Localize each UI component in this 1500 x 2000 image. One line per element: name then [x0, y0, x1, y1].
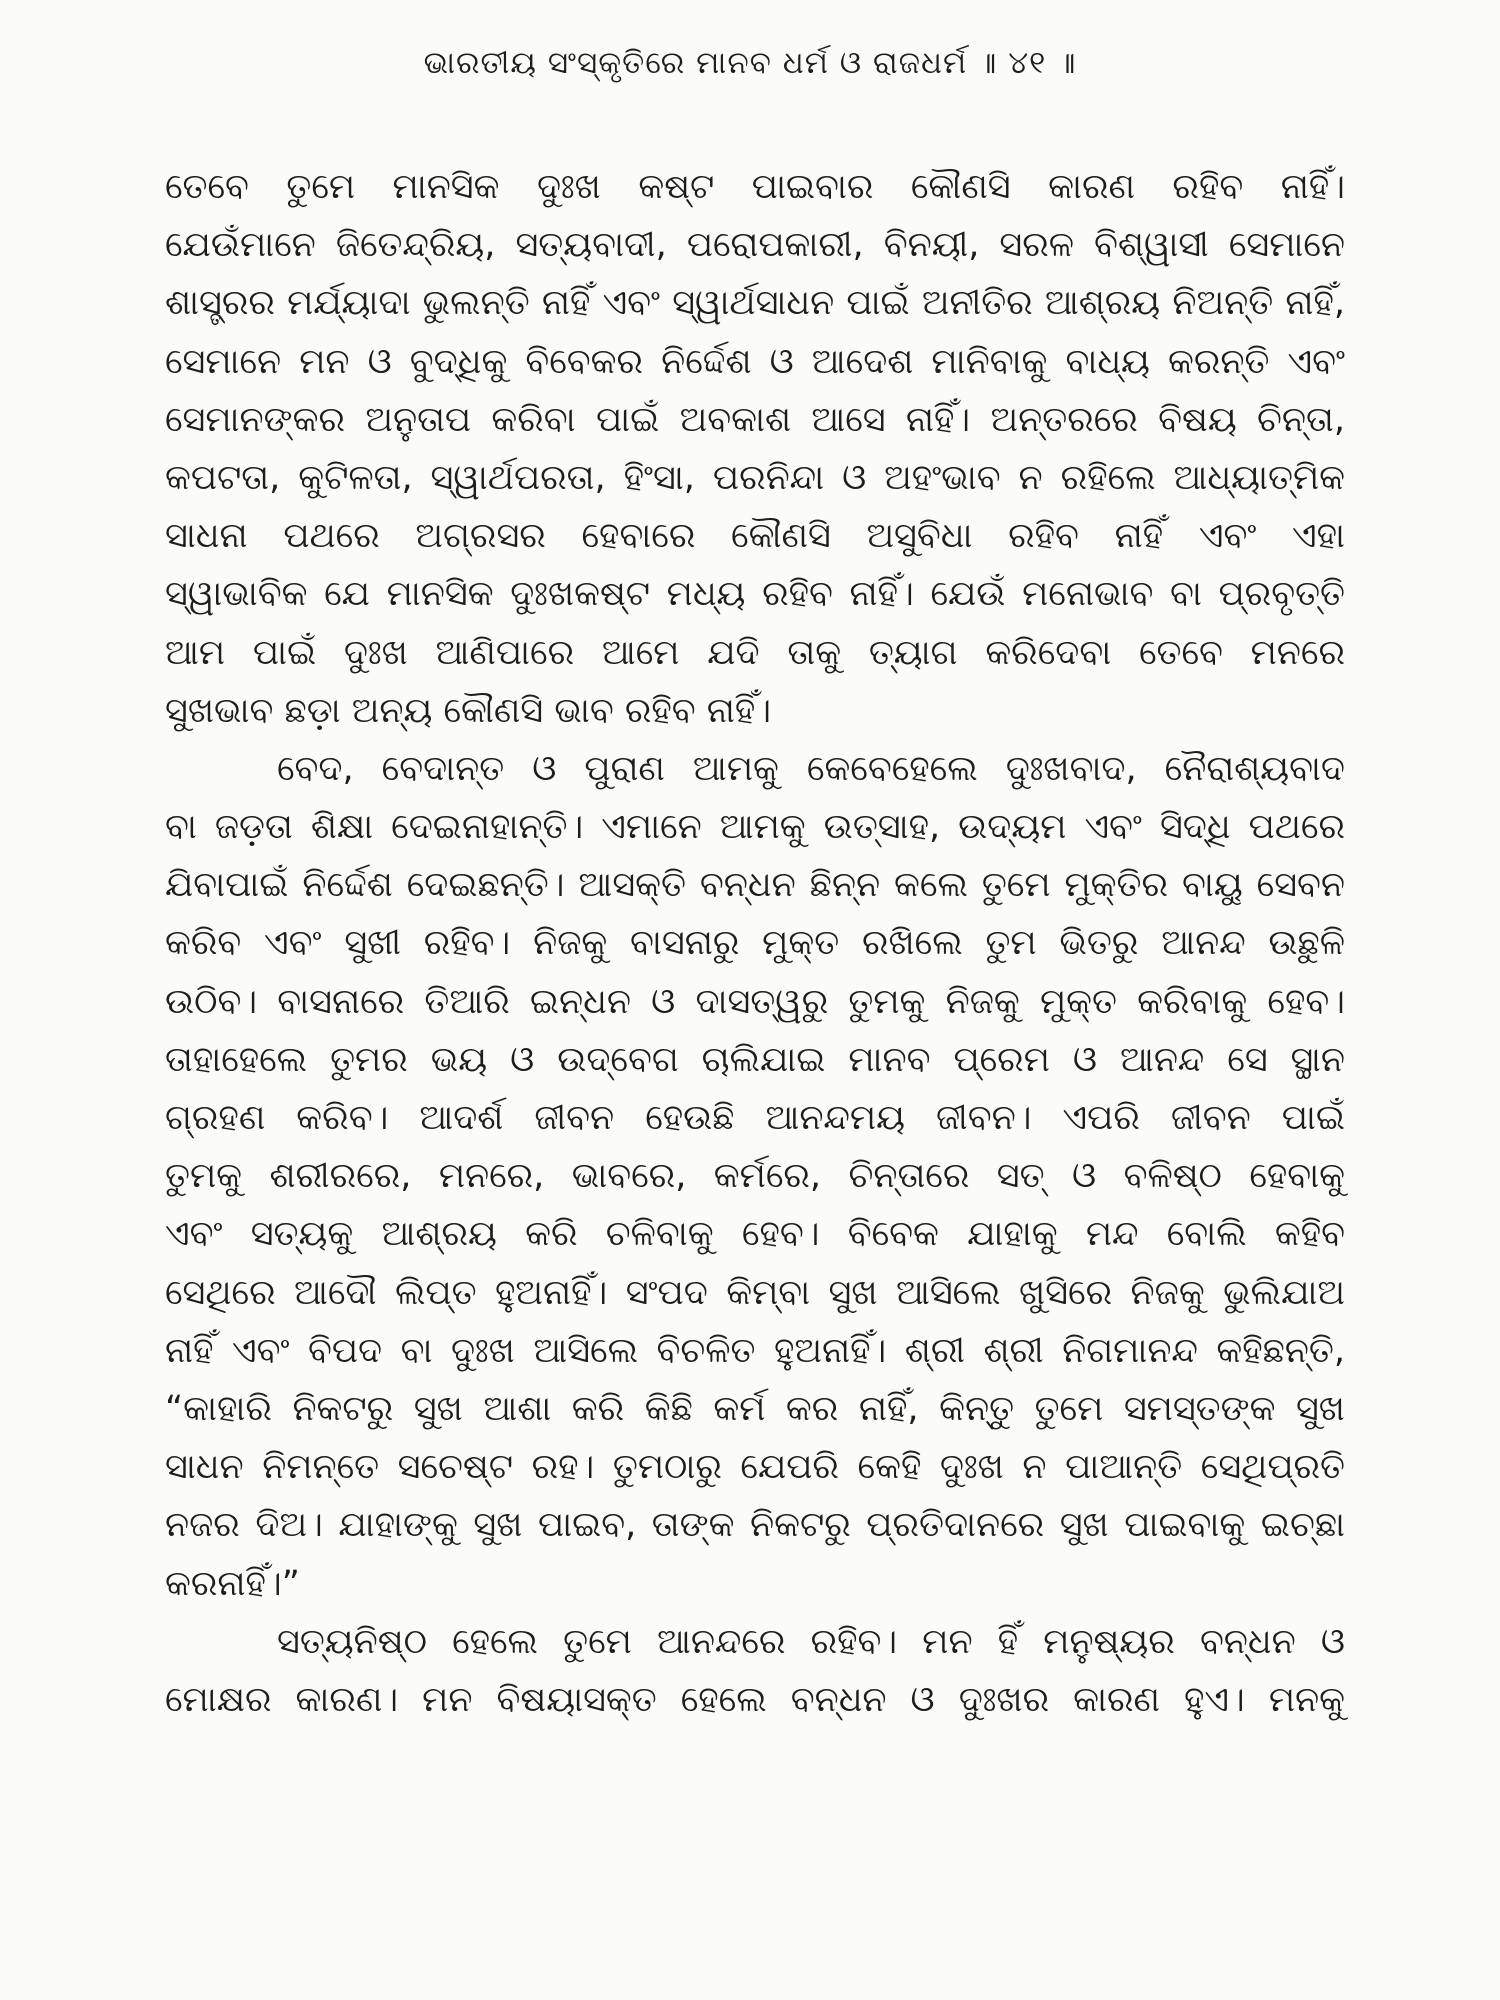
text-line: ବା ଜଡ଼ତା ଶିକ୍ଷା ଦେଇନାହାନ୍ତି। ଏମାନେ ଆମକୁ ଉତ୍ସାହ, ଉଦ୍ୟମ ଏବଂ ସିଦ୍ଧି ପଥରେ: [165, 807, 1345, 848]
text-line: ସୁଖଭାବ ଛଡ଼ା ଅନ୍ୟ କୌଣସି ଭାବ ରହିବ ନାହିଁ।: [165, 690, 772, 731]
text-line: ଯିବାପାଇଁ ନିର୍ଦ୍ଦେଶ ଦେଇଛନ୍ତି। ଆସକ୍ତି ବନ୍ଧନ ଛିନ୍ନ କଲେ ତୁମେ ମୁକ୍ତିର ବାୟୁ ସେବନ: [165, 865, 1345, 906]
text-line: ଗ୍ରହଣ କରିବ। ଆଦର୍ଶ ଜୀବନ ହେଉଛି ଆନନ୍ଦମୟ ଜୀବନ। ଏପରି ଜୀବନ ପାଇଁ: [165, 1098, 1345, 1138]
text-line: ତୁମକୁ ଶରୀରରେ, ମନରେ, ଭାବରେ, କର୍ମରେ, ଚିନ୍ତାରେ ସତ୍‌ ଓ ବଳିଷ୍ଠ ହେବାକୁ: [165, 1156, 1345, 1197]
text-line: ସେମାନେ ମନ ଓ ବୁଦ୍ଧିକୁ ବିବେକର ନିର୍ଦ୍ଦେଶ ଓ ଆଦେଶ ମାନିବାକୁ ବାଧ୍ୟ କରନ୍ତି ଏବଂ: [165, 341, 1345, 382]
paragraph-2: [165, 740, 1345, 1613]
text-line: ତେବେ ତୁମେ ମାନସିକ ଦୁଃଖ କଷ୍ଟ ପାଇବାର କୌଣସି କାରଣ ରହିବ ନାହିଁ।: [165, 167, 1345, 207]
text-line: ସେଥିରେ ଆଦୌ ଲିପ୍ତ ହୁଅନାହିଁ। ସଂପଦ କିମ୍ବା ସୁଖ ଆସିଲେ ଖୁସିରେ ନିଜକୁ ଭୁଲିଯାଅ: [165, 1272, 1345, 1313]
text-line: ସ୍ୱାଭାବିକ ଯେ ମାନସିକ ଦୁଃଖକଷ୍ଟ ମଧ୍ୟ ରହିବ ନାହିଁ। ଯେଉଁ ମନୋଭାବ ବା ପ୍ରବୃତ୍ତି: [165, 574, 1345, 615]
text-line: ନାହିଁ ଏବଂ ବିପଦ ବା ଦୁଃଖ ଆସିଲେ ବିଚଳିତ ହୁଅନାହିଁ। ଶ୍ରୀ ଶ୍ରୀ ନିଗମାନନ୍ଦ କହିଛନ୍ତି,: [165, 1330, 1345, 1371]
text-line: ଏବଂ ସତ୍ୟକୁ ଆଶ୍ରୟ କରି ଚଳିବାକୁ ହେବ। ବିବେକ ଯାହାକୁ ମନ୍ଦ ବୋଲି କହିବ: [165, 1214, 1345, 1255]
text-line: ଉଠିବ। ବାସନାରେ ତିଆରି ଇନ୍ଧନ ଓ ଦାସତ୍ୱରୁ ତୁମକୁ ନିଜକୁ ମୁକ୍ତ କରିବାକୁ ହେବ।: [165, 981, 1345, 1022]
text-line: ସେମାନଙ୍କର ଅନୁତାପ କରିବା ପାଇଁ ଅବକାଶ ଆସେ ନାହିଁ। ଅନ୍ତରରେ ବିଷୟ ଚିନ୍ତା,: [165, 399, 1345, 440]
text-line: କପଟତା, କୁଟିଳତା, ସ୍ୱାର୍ଥପରତା, ହିଂସା, ପରନିନ୍ଦା ଓ ଅହଂଭାବ ନ ରହିଲେ ଆଧ୍ୟାତ୍ମିକ: [165, 457, 1345, 498]
text-line: ନଜର ଦିଅ। ଯାହାଙ୍କୁ ସୁଖ ପାଇବ, ତାଙ୍କ ନିକଟରୁ ପ୍ରତିଦାନରେ ସୁଖ ପାଇବାକୁ ଇଚ୍ଛା: [165, 1505, 1345, 1546]
text-line: ଆମ ପାଇଁ ଦୁଃଖ ଆଣିପାରେ ଆମେ ଯଦି ତାକୁ ତ୍ୟାଗ କରିଦେବା ତେବେ ମନରେ: [165, 632, 1345, 673]
body-text: [165, 158, 1345, 1729]
paragraph-3: [165, 1613, 1345, 1729]
text-line: ସାଧନା ପଥରେ ଅଗ୍ରସର ହେବାରେ କୌଣସି ଅସୁବିଧା ରହିବ ନାହିଁ ଏବଂ ଏହା: [165, 516, 1345, 557]
text-line: ଶାସ୍ତ୍ରର ମର୍ଯ୍ୟାଦା ଭୁଲନ୍ତି ନାହିଁ ଏବଂ ସ୍ୱାର୍ଥସାଧନ ପାଇଁ ଅନୀତିର ଆଶ୍ରୟ ନିଅନ୍ତି ନାହିଁ,: [165, 283, 1345, 324]
running-header: ଭାରତୀୟ ସଂସ୍କୃତିରେ ମାନବ ଧର୍ମ ଓ ରାଜଧର୍ମ ॥ ୪୧ ॥: [423, 45, 1077, 81]
paragraph-1: [165, 158, 1345, 740]
text-line: କରିବ ଏବଂ ସୁଖୀ ରହିବ। ନିଜକୁ ବାସନାରୁ ମୁକ୍ତ ରଖିଲେ ତୁମ ଭିତରୁ ଆନନ୍ଦ ଉଛୁଳି: [165, 923, 1345, 964]
text-line: କରନାହିଁ।”: [165, 1563, 300, 1604]
text-line: ବେଦ, ବେଦାନ୍ତ ଓ ପୁରାଣ ଆମକୁ କେବେହେଲେ ଦୁଃଖବାଦ, ନୈରାଶ୍ୟବାଦ: [277, 748, 1345, 789]
text-line: ସାଧନ ନିମନ୍ତେ ସଚେଷ୍ଟ ରହ। ତୁମଠାରୁ ଯେପରି କେହି ଦୁଃଖ ନ ପାଆନ୍ତି ସେଥିପ୍ରତି: [165, 1447, 1345, 1488]
text-line: ମୋକ୍ଷର କାରଣ। ମନ ବିଷୟାସକ୍ତ ହେଲେ ବନ୍ଧନ ଓ ଦୁଃଖର କାରଣ ହୁଏ। ମନକୁ: [165, 1679, 1345, 1720]
text-line: “କାହାରି ନିକଟରୁ ସୁଖ ଆଶା କରି କିଛି କର୍ମ କର ନାହିଁ, କିନ୍ତୁ ତୁମେ ସମସ୍ତଙ୍କ ସୁଖ: [165, 1388, 1345, 1429]
text-line: ସତ୍ୟନିଷ୍ଠ ହେଲେ ତୁମେ ଆନନ୍ଦରେ ରହିବ। ମନ ହିଁ ମନୁଷ୍ୟର ବନ୍ଧନ ଓ: [277, 1621, 1345, 1662]
text-line: ତାହାହେଲେ ତୁମର ଭୟ ଓ ଉଦ୍‌ବେଗ ଚାଲିଯାଇ ମାନବ ପ୍ରେମ ଓ ଆନନ୍ଦ ସେ ସ୍ଥାନ: [165, 1039, 1345, 1080]
text-line: ଯେଉଁମାନେ ଜିତେନ୍ଦ୍ରିୟ, ସତ୍ୟବାଦୀ, ପରୋପକାରୀ, ବିନୟୀ, ସରଳ ବିଶ୍ୱାସୀ ସେମାନେ: [165, 225, 1345, 266]
